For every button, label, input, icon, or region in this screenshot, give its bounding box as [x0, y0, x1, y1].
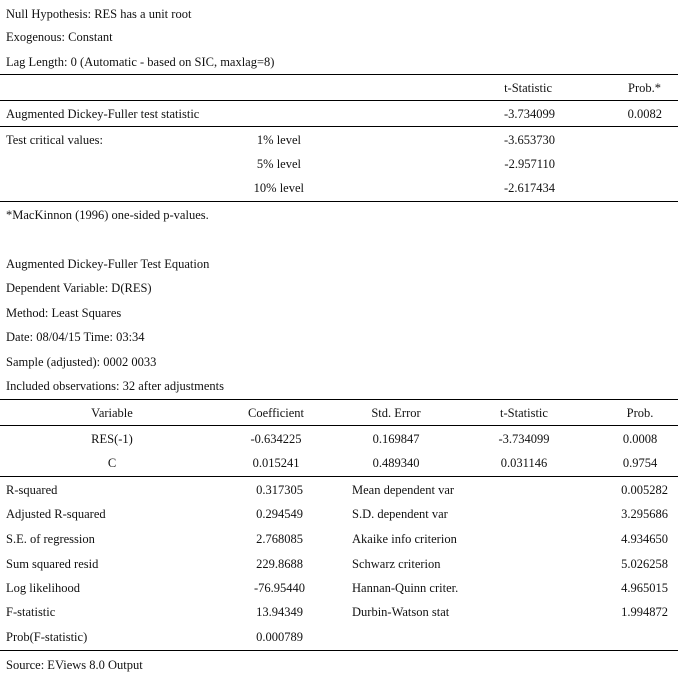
- stat-value: 4.965015: [621, 581, 668, 595]
- critical-value: -2.617434: [503, 181, 555, 195]
- coef-value: 0.015241: [252, 456, 300, 470]
- mackinnon-footnote: *MacKinnon (1996) one-sided p-values.: [6, 208, 209, 222]
- date-line: Date: 08/04/15 Time: 03:34: [6, 330, 145, 344]
- coef-prob: 0.0008: [622, 432, 658, 446]
- coef-std-error: 0.489340: [372, 456, 420, 470]
- critical-value: -2.957110: [504, 157, 555, 171]
- stat-label: S.D. dependent var: [352, 507, 448, 521]
- stat-value: 4.934650: [621, 532, 668, 546]
- critical-level: 10% level: [253, 181, 304, 195]
- adf-stat-prob: 0.0082: [627, 107, 662, 121]
- stat-label: Sum squared resid: [6, 557, 99, 571]
- coef-value: -0.634225: [250, 432, 302, 446]
- stat-value: -76.95440: [253, 581, 305, 595]
- lag-length-line: Lag Length: 0 (Automatic - based on SIC, maxlag=8): [6, 55, 275, 69]
- source-note: Source: EViews 8.0 Output: [6, 658, 143, 672]
- stat-label: S.E. of regression: [6, 532, 95, 546]
- coef-header-variable: Variable: [91, 406, 133, 420]
- coef-std-error: 0.169847: [372, 432, 420, 446]
- stat-label: Akaike info criterion: [352, 532, 457, 546]
- coef-tstat: 0.031146: [500, 456, 548, 470]
- coef-tstat: -3.734099: [498, 432, 550, 446]
- stat-value: 229.8688: [256, 557, 303, 571]
- stat-value: 2.768085: [256, 532, 303, 546]
- table-rule: [0, 100, 678, 101]
- stat-label: Prob(F-statistic): [6, 630, 88, 644]
- coef-header-prob: Prob.: [626, 406, 654, 420]
- stat-label: Adjusted R-squared: [6, 507, 106, 521]
- table-rule: [0, 74, 678, 75]
- stat-value: 1.994872: [621, 605, 668, 619]
- stat-label: F-statistic: [6, 605, 56, 619]
- stat-label: Mean dependent var: [352, 483, 455, 497]
- stat-label: R-squared: [6, 483, 58, 497]
- stat-value: 0.000789: [256, 630, 303, 644]
- coef-variable: RES(-1): [91, 432, 133, 446]
- critical-level: 1% level: [256, 133, 301, 147]
- adf-col-tstat: t-Statistic: [504, 81, 552, 95]
- method-line: Method: Least Squares: [6, 306, 122, 320]
- table-rule: [0, 399, 678, 400]
- stat-label: Durbin-Watson stat: [352, 605, 450, 619]
- null-hypothesis: Null Hypothesis: RES has a unit root: [6, 7, 192, 21]
- coef-variable: C: [107, 456, 117, 470]
- dependent-variable: Dependent Variable: D(RES): [6, 281, 152, 295]
- adf-stat-label: Augmented Dickey-Fuller test statistic: [6, 107, 200, 121]
- stat-value: 0.005282: [621, 483, 668, 497]
- stat-label: Schwarz criterion: [352, 557, 441, 571]
- table-rule: [0, 126, 678, 127]
- adf-col-prob: Prob.*: [628, 81, 661, 95]
- table-rule: [0, 476, 678, 477]
- coef-header-std-error: Std. Error: [371, 406, 421, 420]
- stat-label: Hannan-Quinn criter.: [352, 581, 459, 595]
- stat-value: 5.026258: [621, 557, 668, 571]
- adf-stat-value: -3.734099: [503, 107, 555, 121]
- critical-value: -3.653730: [503, 133, 555, 147]
- coef-prob: 0.9754: [622, 456, 658, 470]
- table-rule: [0, 201, 678, 202]
- exogenous-line: Exogenous: Constant: [6, 30, 113, 44]
- sample-line: Sample (adjusted): 0002 0033: [6, 355, 157, 369]
- stat-label: Log likelihood: [6, 581, 80, 595]
- equation-title: Augmented Dickey-Fuller Test Equation: [6, 257, 210, 271]
- table-rule: [0, 650, 678, 651]
- coef-header-coefficient: Coefficient: [248, 406, 304, 420]
- coef-header-tstat: t-Statistic: [500, 406, 548, 420]
- critical-level: 5% level: [256, 157, 301, 171]
- stat-value: 13.94349: [256, 605, 303, 619]
- observations-line: Included observations: 32 after adjustments: [6, 379, 224, 393]
- stat-value: 0.294549: [256, 507, 303, 521]
- critical-values-label: Test critical values:: [6, 133, 104, 147]
- table-rule: [0, 425, 678, 426]
- stat-value: 0.317305: [256, 483, 303, 497]
- stat-value: 3.295686: [621, 507, 668, 521]
